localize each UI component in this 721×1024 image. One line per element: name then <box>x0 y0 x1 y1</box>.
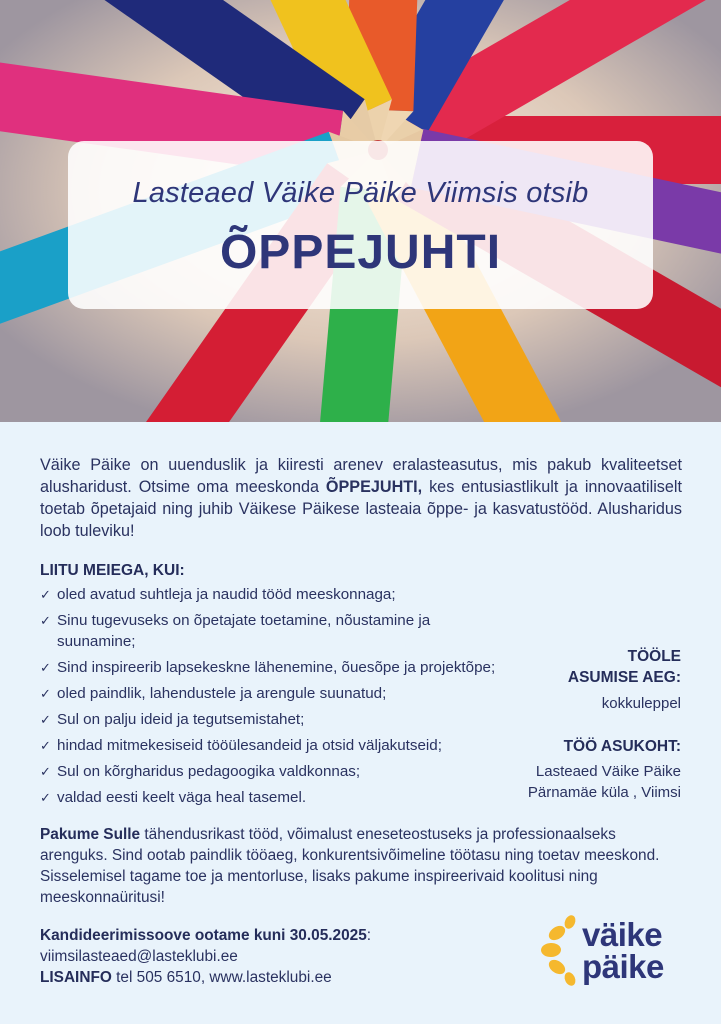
location-block <box>528 736 681 803</box>
location-line-1: Lasteaed Väike Päike <box>535 763 681 780</box>
content-area <box>0 422 721 1024</box>
job-title: ÕPPEJUHTI <box>219 226 502 279</box>
list-item: ✓ Sul on kõrgharidus pedagoogika valdkonnas; <box>40 763 361 780</box>
list-item: ✓ oled paindlik, lahendustele ja arengule suunatud; <box>40 685 387 702</box>
check-icon: ✓ <box>40 712 51 727</box>
title-card <box>68 141 653 309</box>
logo-text-1: väike <box>582 916 663 953</box>
offer-paragraph <box>40 824 680 908</box>
start-time-heading-1: TÖÖLE <box>627 648 681 665</box>
check-icon: ✓ <box>40 686 51 701</box>
intro-text-1: Väike Päike on uuenduslik ja kiiresti arenev eralasteasutus, mis pakub kvaliteetset alusharidust. Otsime oma meeskonda <box>40 456 682 496</box>
info-text[interactable]: tel 505 6510, www.lasteklubi.ee <box>111 969 332 986</box>
requirements-heading: LIITU MEIEGA, KUI: <box>40 562 185 579</box>
logo-text-2: päike <box>582 948 664 985</box>
location-line-2: Pärnamäe küla , Viimsi <box>527 784 681 801</box>
start-time-block <box>568 646 681 714</box>
contact-block <box>40 925 371 988</box>
list-item: ✓ hindad mitmekesiseid tööülesandeid ja otsid väljakutseid; <box>40 737 442 754</box>
check-icon: ✓ <box>40 660 51 675</box>
intro-highlight: ÕPPEJUHTI, <box>325 478 423 496</box>
list-item: ✓ Sinu tugevuseks on õpetajate toetamine, nõustamine ja suunamine; <box>40 612 431 650</box>
check-icon: ✓ <box>40 613 51 628</box>
check-icon: ✓ <box>40 764 51 779</box>
location-heading: TÖÖ ASUKOHT: <box>563 738 681 755</box>
job-subtitle: Lasteaed Väike Päike Viimsis otsib <box>132 177 589 209</box>
info-label: LISAINFO <box>40 969 112 986</box>
start-time-value: kokkuleppel <box>601 695 681 712</box>
requirements-list <box>40 584 540 813</box>
intro-paragraph <box>40 454 682 542</box>
offer-lead: Pakume Sulle <box>40 826 141 843</box>
vaike-paike-logo <box>536 912 686 992</box>
deadline-line: Kandideerimissoove ootame kuni 30.05.2025: <box>40 927 372 944</box>
info-line <box>40 967 371 988</box>
list-item: ✓ oled avatud suhtleja ja naudid tööd meeskonnaga; <box>40 586 396 603</box>
hero-banner <box>0 0 721 422</box>
list-item: ✓ Sind inspireerib lapsekeskne lähenemine, õuesõpe ja projektõpe; <box>40 659 496 676</box>
list-item: ✓ Sul on palju ideid ja tegutsemistahet; <box>40 711 305 728</box>
start-time-heading-2: ASUMISE AEG: <box>567 669 681 686</box>
deadline-text: Kandideerimissoove ootame kuni 30.05.2025 <box>40 927 367 944</box>
offer-text: tähendusrikast tööd, võimalust eneseteostuseks ja professionaalseks arenguks. Sind ootab paindlik tööaeg, konkurentsivõimeline töötasu ning toetav meeskond. Sisselemisel tagame toe ja mentorluse, lisaks pakume inspireerivaid koolitusi ning meeskonnaüritusi! <box>40 826 660 906</box>
check-icon: ✓ <box>40 738 51 753</box>
check-icon: ✓ <box>40 790 51 805</box>
sun-rays-icon <box>536 912 584 992</box>
contact-email[interactable]: viimsilasteaed@lasteklubi.ee <box>40 948 238 965</box>
check-icon: ✓ <box>40 587 51 602</box>
list-item: ✓ valdad eesti keelt väga heal tasemel. <box>40 789 307 806</box>
intro-text-2: kes entusiastlikult ja innovaatiliselt toetab õpetajaid ning juhib Väikese Päikese lasteaia õppe- ja kasvatustööd. Alusharidus loob tuleviku! <box>40 478 682 540</box>
